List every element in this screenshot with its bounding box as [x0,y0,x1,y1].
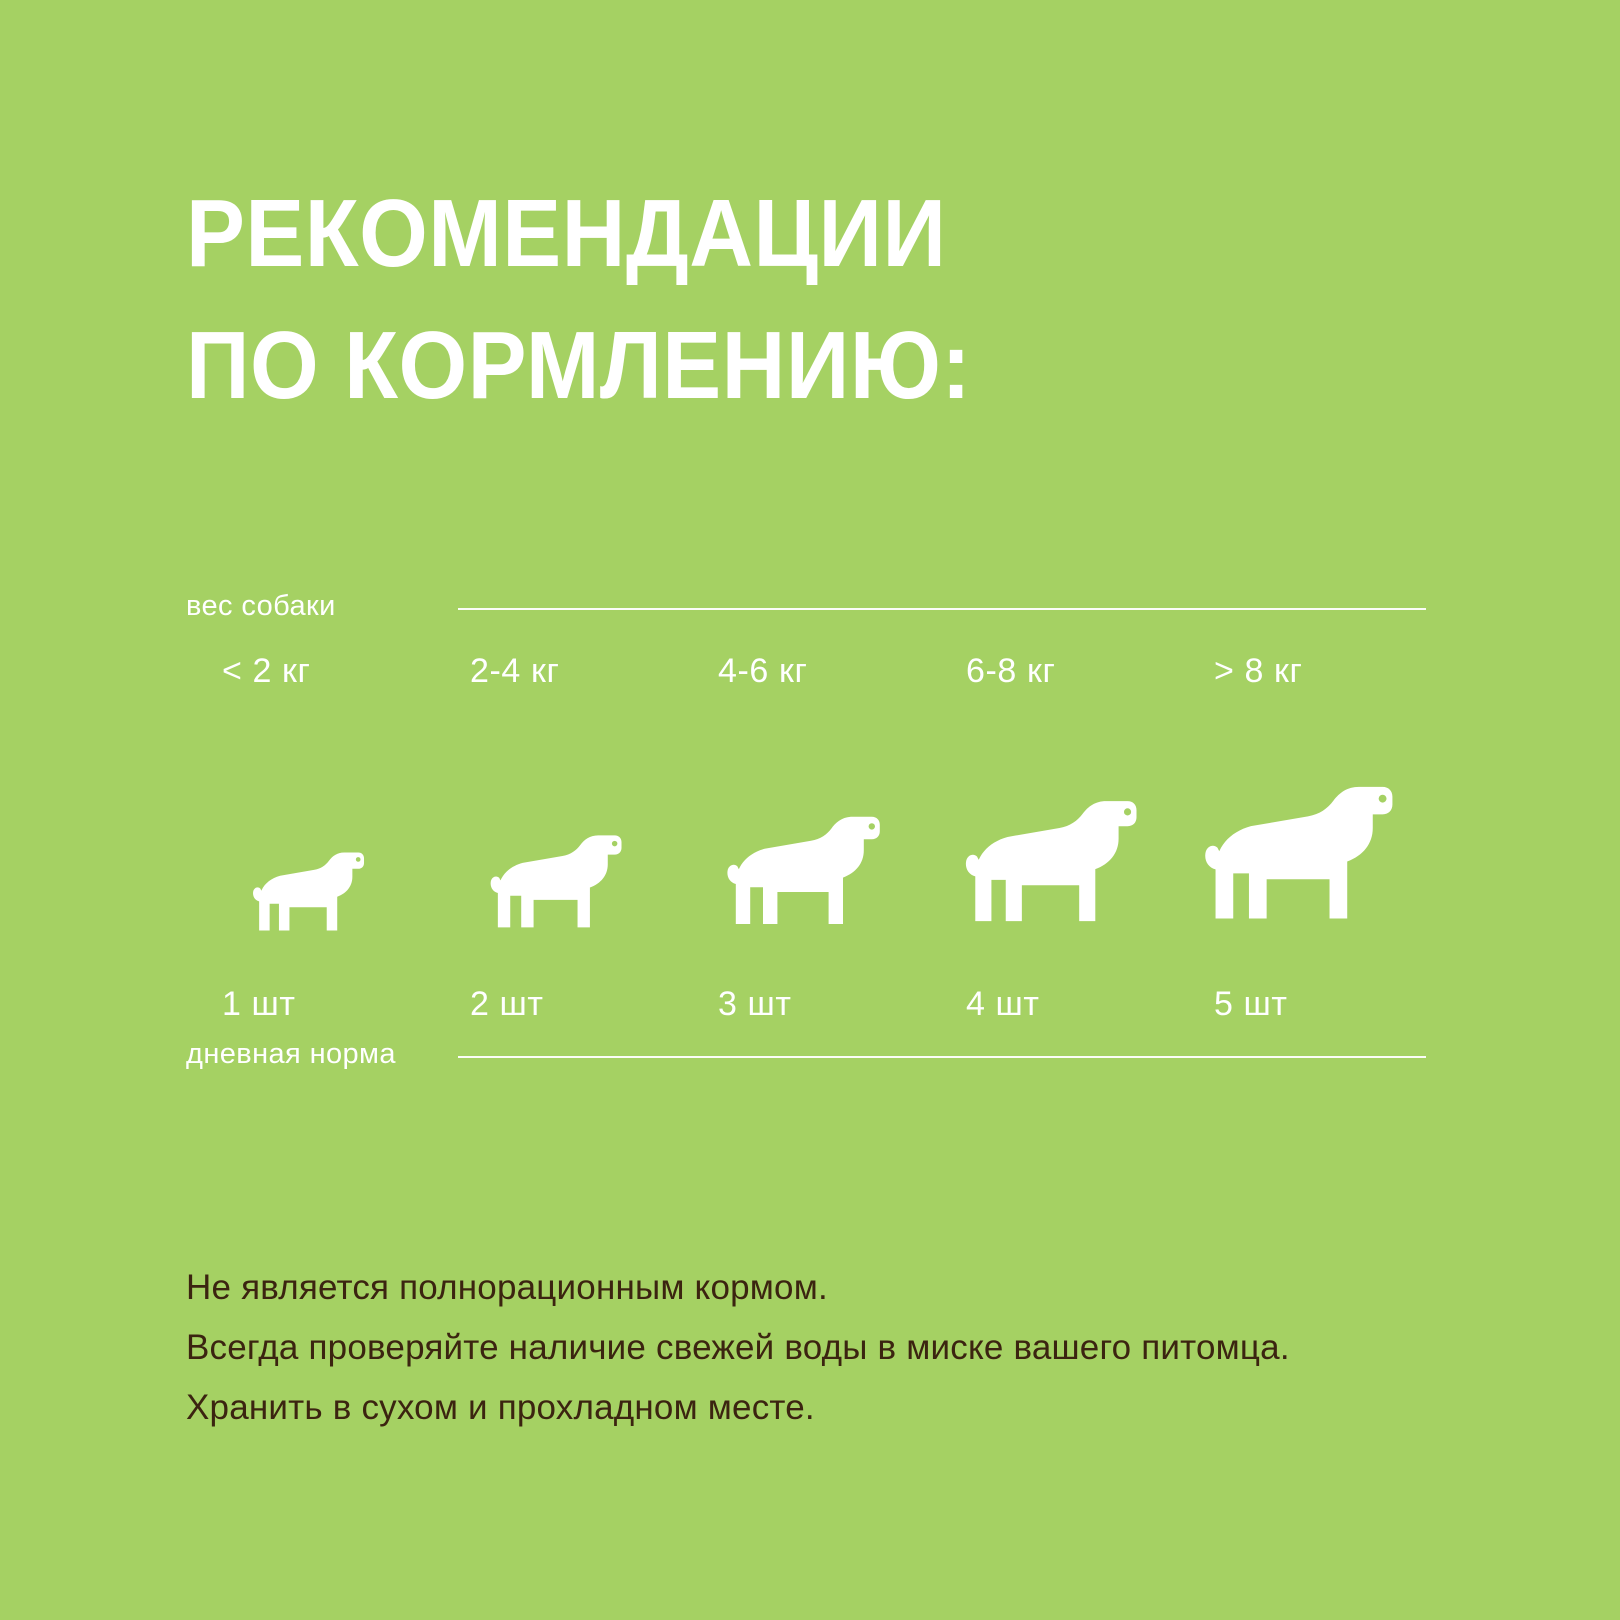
column-count-label: 2 шт [470,985,544,1023]
note-line-3: Хранить в сухом и прохладном месте. [186,1388,815,1428]
dog-silhouette-icon [196,718,426,948]
column-weight-label: 4-6 кг [718,652,808,690]
feeding-notes [186,1258,1446,1439]
column-weight-label: > 8 кг [1214,652,1303,690]
column-weight-label: < 2 кг [222,652,311,690]
dog-silhouette-icon [1188,718,1418,948]
feeding-column [434,652,682,1052]
dog-silhouette-icon [692,718,922,948]
column-count-label: 3 шт [718,985,792,1023]
note-line-2: Всегда проверяйте наличие свежей воды в миске вашего питомца. [186,1328,1290,1368]
feeding-column [682,652,930,1052]
column-weight-label: 2-4 кг [470,652,560,690]
dog-silhouette-icon [444,718,674,948]
column-weight-label: 6-8 кг [966,652,1056,690]
column-count-label: 1 шт [222,985,296,1023]
column-count-label: 5 шт [1214,985,1288,1023]
note-line-1: Не является полнорационным кормом. [186,1268,828,1307]
column-count-label: 4 шт [966,985,1040,1023]
feeding-column [1178,652,1426,1052]
dog-silhouette-icon [940,718,1170,948]
row-label-dog-weight: вес собаки [186,590,336,622]
feeding-table [186,590,1426,1090]
feeding-column [930,652,1178,1052]
feeding-column [186,652,434,1052]
title-line-2: ПО КОРМЛЕНИЮ: [186,312,972,420]
title-line-1: РЕКОМЕНДАЦИИ [186,180,947,287]
page-title [186,168,1286,433]
row-label-daily-norm: дневная норма [186,1038,396,1070]
table-rule-top [458,608,1426,610]
table-rule-bottom [458,1056,1426,1058]
feeding-columns [186,652,1426,1052]
